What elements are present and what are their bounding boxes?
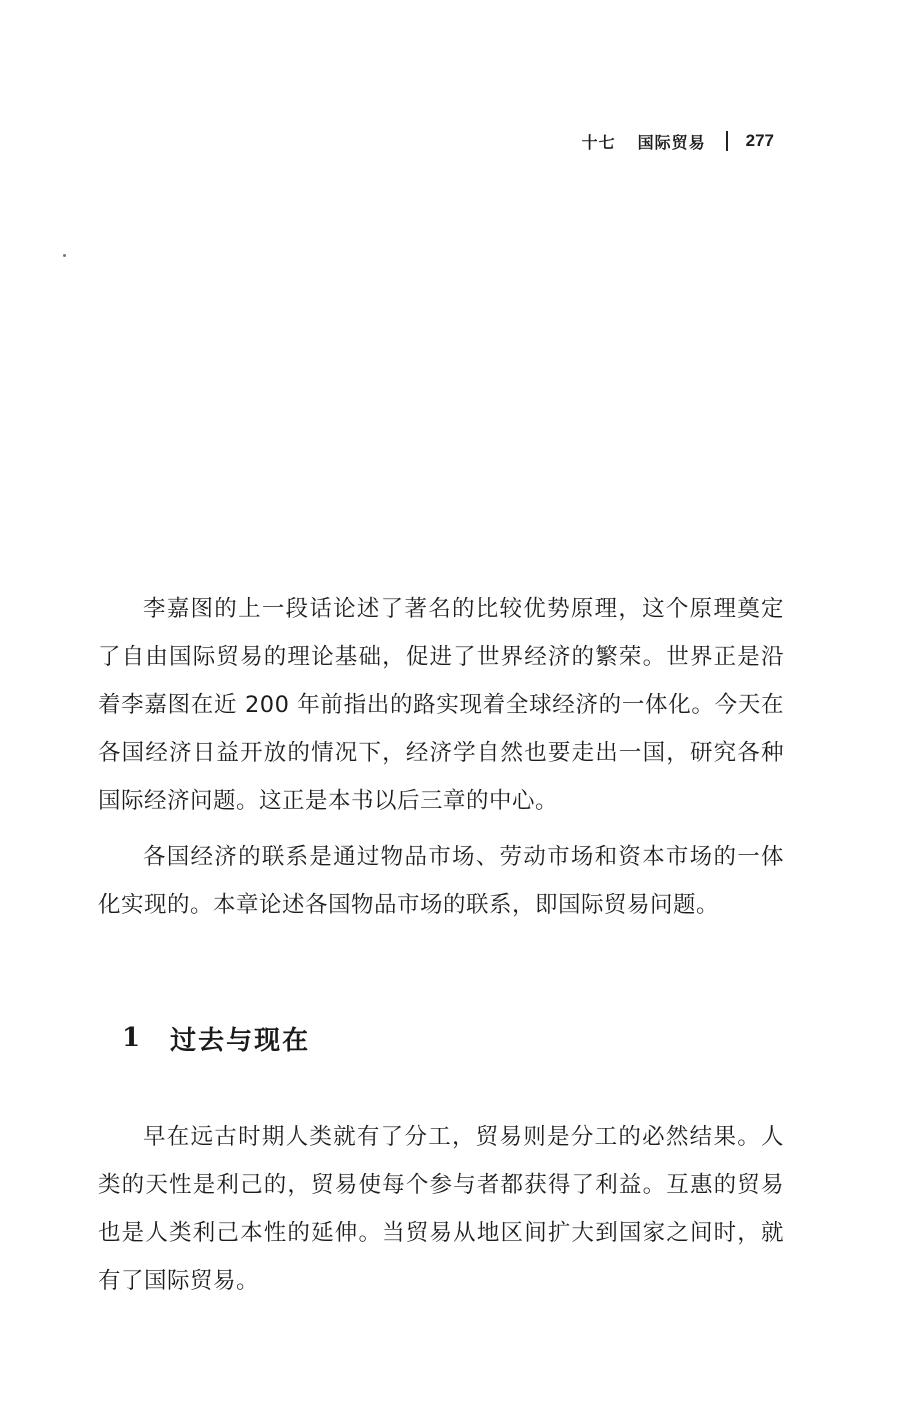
page-number: 277 xyxy=(745,131,774,150)
intro-paragraph-1: 李嘉图的上一段话论述了著名的比较优势原理，这个原理奠定了自由国际贸易的理论基础，促进了世界经济的繁荣。世界正是沿着李嘉图在近 200 年前指出的路实现着全球经济的一体化。今天在各国经济日益开放的情况下，经济学自然也要走出一国，研究各种国际经济问题。这正是本书以后三章的中心。 xyxy=(98,596,784,814)
header-divider xyxy=(726,131,728,151)
section-paragraph-1: 早在远古时期人类就有了分工，贸易则是分工的必然结果。人类的天性是利己的，贸易使每个参与者都获得了利益。互惠的贸易也是人类利己本性的延伸。当贸易从地区间扩大到国家之间时，就有了国际贸易。 xyxy=(98,1124,784,1294)
section-heading xyxy=(122,1018,310,1058)
section-title: 过去与现在 xyxy=(170,1025,311,1056)
scan-speck xyxy=(63,254,66,257)
running-header xyxy=(582,128,774,154)
chapter-number: 十七 xyxy=(581,132,616,152)
chapter-title: 国际贸易 xyxy=(637,132,706,152)
intro-paragraph-2: 各国经济的联系是通过物品市场、劳动市场和资本市场的一体化实现的。本章论述各国物品市场的联系，即国际贸易问题。 xyxy=(98,844,784,918)
section-number: 1 xyxy=(122,1023,141,1053)
